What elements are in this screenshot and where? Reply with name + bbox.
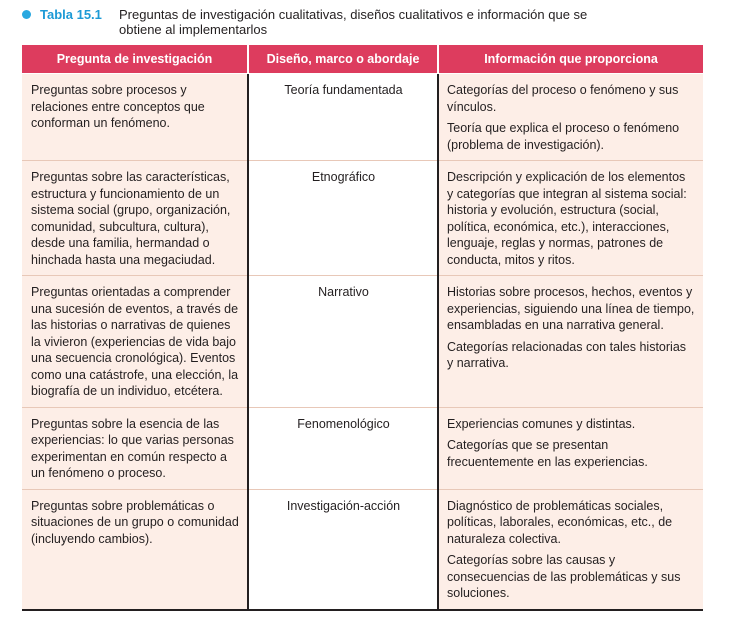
info-item: Categorías sobre las causas y consecuencias de las problemáticas y sus soluciones. [447,553,681,600]
question-cell: Preguntas sobre procesos y relaciones entre conceptos que conforman un fenómeno. [22,74,248,161]
header-question: Pregunta de investigación [22,45,248,74]
info-cell [438,407,703,489]
question-cell: Preguntas orientadas a comprender una sucesión de eventos, a través de las historias o narrativas de quienes la vivieron (experiencias de vida bajo una secuencia cronológica). Eventos como una catástrofe, una elección, la biografía de un individuo, etcétera. [22,276,248,408]
table-row [22,161,703,276]
info-cell [438,161,703,276]
header-info: Información que proporciona [438,45,703,74]
question-cell: Preguntas sobre las características, estructura y funcionamiento de un sistema social (grupo, organización, comunidad, subcultura, cultura), desde una familia, hermandad o hinchada hasta una megaciudad. [22,161,248,276]
info-cell [438,489,703,610]
design-cell: Etnográfico [248,161,438,276]
design-cell: Teoría fundamentada [248,74,438,161]
info-item: Descripción y explicación de los elementos y categorías que integran al sistema social: historia y evolución, estructura (social, política, económica, etc.), interacciones, lenguaje, reglas y normas, patrones de conducta, mitos y ritos. [447,170,687,267]
table-row [22,74,703,161]
table-row [22,489,703,610]
design-cell: Narrativo [248,276,438,408]
question-cell: Preguntas sobre la esencia de las experiencias: lo que varias personas experimentan en común respecto a un fenómeno o proceso. [22,407,248,489]
table-row [22,407,703,489]
info-cell [438,74,703,161]
info-item: Categorías del proceso o fenómeno y sus vínculos. [447,83,679,114]
table-row [22,276,703,408]
info-item: Categorías que se presentan frecuentemente en las experiencias. [447,438,648,469]
header-design: Diseño, marco o abordaje [248,45,438,74]
design-cell: Investigación-acción [248,489,438,610]
header-row [22,45,703,74]
caption-text: Preguntas de investigación cualitativas, diseños cualitativos e información que se obtiene al implementarlos [119,7,588,37]
caption-label: Tabla 15.1 [40,7,102,22]
info-item: Historias sobre procesos, hechos, eventos y experiencias, siguiendo una línea de tiempo, ensambladas en una narrativa general. [447,285,695,332]
table-container [22,45,703,611]
bullet-dot-icon [22,10,31,19]
research-table [22,45,703,611]
info-item: Categorías relacionadas con tales historias y narrativa. [447,339,687,370]
info-item: Teoría que explica el proceso o fenómeno (problema de investigación). [447,121,680,152]
info-cell [438,276,703,408]
info-item: Diagnóstico de problemáticas sociales, políticas, laborales, económicas, etc., de naturaleza colectiva. [447,498,673,546]
question-cell: Preguntas sobre problemáticas o situaciones de un grupo o comunidad (incluyendo cambios). [22,489,248,610]
design-cell: Fenomenológico [248,407,438,489]
info-item: Experiencias comunes y distintas. [447,416,636,431]
